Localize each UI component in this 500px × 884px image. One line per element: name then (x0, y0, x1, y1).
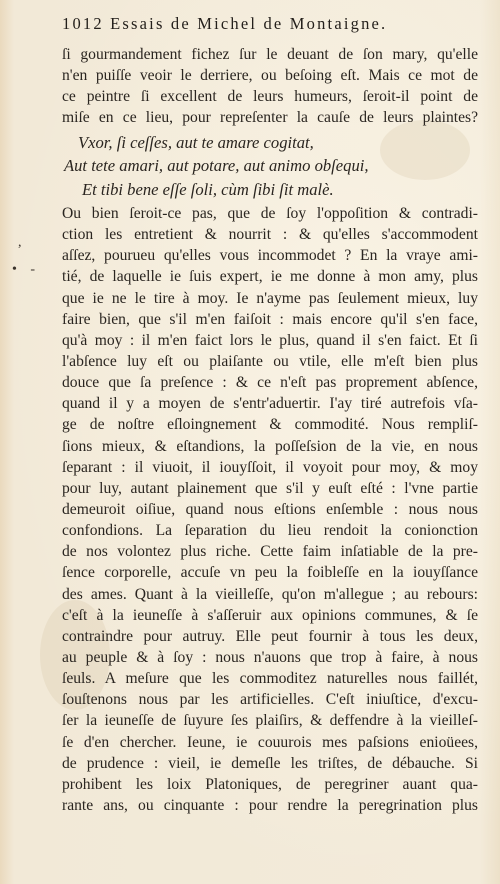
text-line: ſeuls. A meſure que les commoditez naturelles nous faillét, (62, 670, 478, 688)
text-line: quand il y a moyen de s'entr'aduertir. I'ay tiré autrefois vſa- (62, 395, 478, 413)
text-line: prohibent les loix Platoniques, de peregriner auant qua- (62, 775, 478, 793)
text-line: ſer la ieuneſſe de ſuyure ſes plaiſirs, & deffendre à la vieilleſ- (62, 712, 478, 730)
text-line: confondions. La ſeparation du lieu rendoit la conionction (62, 522, 478, 540)
text-line: ction les entretient & nourrit : & qu'elles s'accommodent (62, 226, 478, 244)
text-line: n'en puiſſe veoir le derriere, ou beſoing eſt. Mais ce mot de (62, 67, 478, 85)
text-line: ſi gourmandement fichez ſur le deuant de ſon mary, qu'elle (62, 46, 478, 63)
text-line: de nos volontez plus riche. Cette faim inſatiable de la pre- (62, 543, 478, 561)
text-line: ſe d'en chercher. Ieune, ie couurois mes paſsions enioüees, (62, 733, 478, 751)
text-line: ſeparant : il viuoit, il iouyſſoit, il voyoit pour moy, & moy (62, 458, 478, 476)
verse-line: Et tibi bene eſſe ſoli, cùm ſibi ſit malè. (82, 179, 334, 199)
text-line: miſe en ce lieu, pour repreſenter la cauſe de leurs plaintes? (62, 109, 478, 127)
text-line: douce que ſa preſence : & ce n'eſt pas proprement abſence, (62, 374, 478, 392)
text-line: rante ans, ou cinquante : pour rendre la peregrination plus (62, 797, 478, 814)
text-line: des ames. Quant à la vieilleſſe, qu'on m'allegue ; au rebours: (62, 585, 478, 603)
text-line: ſence corporelle, accuſe vn peu la foibleſſe en la iouyſſance (62, 564, 478, 582)
text-line: c'eſt à la ieuneſſe à s'aſſeruir aux opinions communes, & ſe (62, 606, 478, 624)
text-line: ſions mieux, & eſtandions, la poſſeſsion de la vie, en nous (62, 437, 478, 455)
text-line: qu'à moy : il m'en faict lors le plus, quand il s'en faict. Et ſi (62, 331, 478, 349)
margin-mark: • - (12, 262, 41, 277)
text-line: de prudence : vieil, ie demeſle les triſtes, de débauche. Si (62, 754, 478, 772)
text-line: ce peintre ſi excellent de leurs humeurs, ſeroit-il point de (62, 88, 478, 106)
text-line: aſſez, pourueu qu'elles vous incommodet ? En la vraye ami- (62, 247, 478, 265)
text-line: au peuple & à ſoy : nous n'auons que trop à faire, à nous (62, 649, 478, 667)
text-line: que ie ne le tire à moy. Ie n'ayme pas ſeulement mieux, luy (62, 289, 478, 307)
margin-mark: , (18, 235, 22, 250)
verse-line: Aut tete amari, aut potare, aut animo obſequi, (64, 156, 369, 176)
text-line: Ou bien ſeroit-ce pas, que de ſoy l'oppoſition & contradi- (62, 205, 478, 223)
running-head: 1012 Essais de Michel de Montaigne. (62, 14, 388, 33)
text-line: ſouſtenons nous par les artificielles. C'eſt iniuſtice, d'excu- (62, 691, 478, 709)
text-line: demeuroit oiſiue, quand nous eſtions enſemble : nous nous (62, 501, 478, 519)
verse-line: Vxor, ſi ceſſes, aut te amare cogitat, (78, 132, 314, 152)
body-text (62, 44, 478, 816)
text-line: pour luy, autant plainement que s'il y euſt eſté : l'vne partie (62, 479, 478, 497)
text-line: tié, de laquelle ie ſuis expert, ie me donne à mon amy, plus (62, 268, 478, 286)
text-line: l'abſence luy eſt ou plaiſante ou vtile, elle m'eſt bien plus (62, 353, 478, 371)
text-line: faire bien, que s'il m'en faiſoit : mais encore qu'il s'en face, (62, 310, 478, 328)
text-line: contraindre pour autruy. Elle peut fournir à tous les deux, (62, 627, 478, 645)
text-line: ge de noſtre eſloingnement & commodité. Nous rempliſ- (62, 416, 478, 434)
